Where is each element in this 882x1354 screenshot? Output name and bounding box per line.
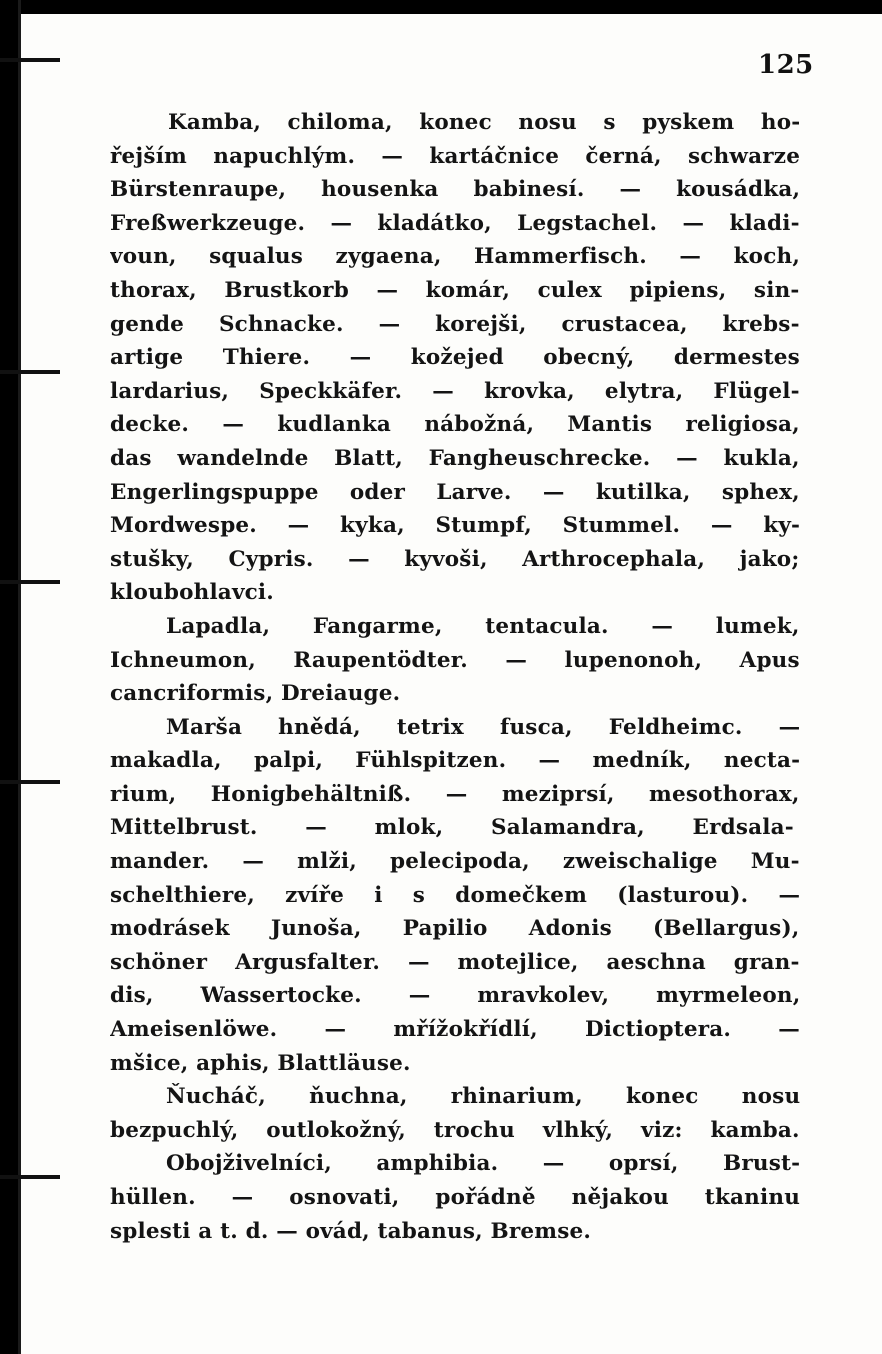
text-line: thorax, Brustkorb — komár, culex pipiens, sin-: [110, 277, 800, 303]
text-line: Engerlingspuppe oder Larve. — kutilka, sphex,: [110, 479, 800, 505]
text-line: Lapadla, Fangarme, tentacula. — lumek,: [166, 613, 800, 639]
text-line: modrásek Junoša, Papilio Adonis (Bellargus),: [110, 916, 800, 942]
text-line: Kamba, chiloma, konec nosu s pyskem ho-: [168, 110, 800, 135]
text-line: lardarius, Speckkäfer. — krovka, elytra, Flügel-: [110, 378, 800, 404]
text-line: artige Thiere. — kožejed obecný, dermestes: [110, 345, 800, 371]
text-line: decke. — kudlanka nábožná, Mantis religiosa,: [110, 412, 800, 438]
text-line: řejším napuchlým. — kartáčnice černá, schwarze: [110, 143, 800, 169]
text-line: Ichneumon, Raupentödter. — lupenonoh, Apus: [110, 647, 800, 673]
text-line: bezpuchlý, outlokožný, trochu vlhký, viz: kamba.: [110, 1117, 800, 1143]
text-line: voun, squalus zygaena, Hammerfisch. — koch,: [110, 244, 800, 270]
scan-edge-tick: [0, 370, 60, 374]
text-line: gende Schnacke. — korejši, crustacea, krebs-: [110, 311, 800, 337]
scan-edge-tick: [0, 780, 60, 784]
text-line: Bürstenraupe, housenka babinesí. — kousádka,: [110, 177, 800, 203]
text-line: hüllen. — osnovati, pořádně nějakou tkaninu: [110, 1185, 800, 1210]
text-line: Freßwerkzeuge. — kladátko, Legstachel. — kladi-: [110, 210, 800, 236]
text-line: mšice, aphis, Blattläuse.: [110, 1050, 411, 1076]
text-line: Marša hnědá, tetrix fusca, Feldheimc. —: [166, 714, 800, 740]
text-line: Ameisenlöwe. — mřížokřídlí, Dictioptera. —: [110, 1017, 800, 1043]
text-line: stušky, Cypris. — kyvoši, Arthrocephala, jako;: [110, 546, 800, 572]
text-line: Ňucháč, ňuchna, rhinarium, konec nosu: [166, 1084, 800, 1110]
text-line: schöner Argusfalter. — motejlice, aeschna gran-: [110, 949, 800, 975]
scan-edge-tick: [0, 580, 60, 584]
text-line: rium, Honigbehältniß. — meziprsí, mesothorax,: [110, 781, 800, 807]
book-page: [20, 14, 882, 1354]
text-line: dis, Wassertocke. — mravkolev, myrmeleon,: [110, 983, 800, 1009]
scan-edge-tick: [0, 58, 60, 62]
glossary-text: [110, 106, 800, 1248]
scan-edge-line: [18, 0, 21, 1354]
text-line: splesti a t. d. — ovád, tabanus, Bremse.: [110, 1218, 592, 1244]
text-line: cancriformis, Dreiauge.: [110, 681, 401, 707]
text-line: makadla, palpi, Fühlspitzen. — medník, necta-: [110, 748, 800, 774]
text-line: Mittelbrust. — mlok, Salamandra, Erdsala-: [110, 815, 794, 841]
text-line: das wandelnde Blatt, Fangheuschrecke. — kukla,: [110, 445, 800, 471]
text-line: Obojživelníci, amphibia. — oprsí, Brust-: [166, 1151, 800, 1177]
scan-edge-tick: [0, 1175, 60, 1179]
text-line: schelthiere, zvíře i s domečkem (lasturou). —: [110, 882, 800, 908]
text-line: kloubohlavci.: [110, 580, 274, 606]
page-number: 125: [758, 50, 814, 80]
text-line: mander. — mlži, pelecipoda, zweischalige Mu-: [110, 849, 800, 875]
text-line: Mordwespe. — kyka, Stumpf, Stummel. — ky-: [110, 513, 800, 539]
